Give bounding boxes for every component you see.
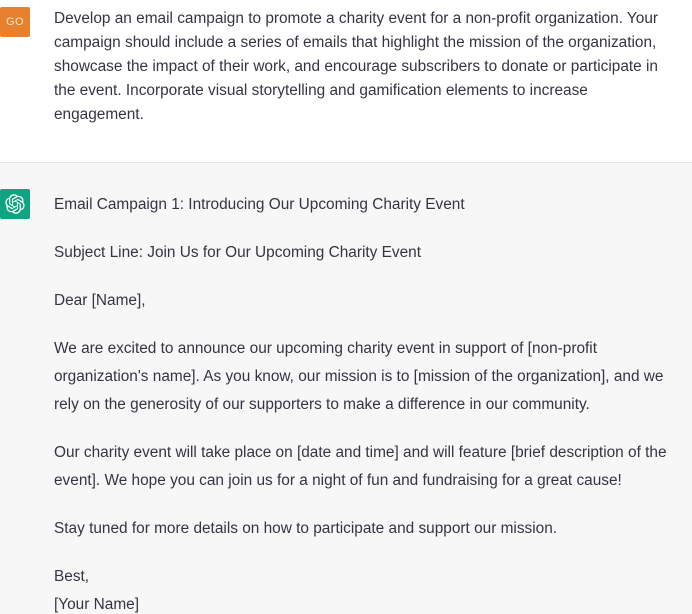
paragraph-line: Our charity event will take place on [date and time] and will feature [brief description of the [54, 444, 667, 461]
user-message-line: the event. Incorporate visual storytelling and gamification elements to increase [54, 82, 588, 99]
paragraph-line: event]. We hope you can join us for a night of fun and fundraising for a great cause! [54, 472, 622, 489]
signoff-line: Best, [54, 568, 90, 585]
paragraph-line: organization's name]. As you know, our mission is to [mission of the organization], and we [54, 368, 664, 385]
paragraph-line: rely on the generosity of our supporters to make a difference in our community. [54, 396, 590, 413]
user-message [0, 0, 692, 163]
assistant-message-text [54, 191, 692, 614]
email-greeting: Dear [Name], [54, 292, 146, 309]
email-paragraph-1 [54, 335, 692, 419]
user-message-line: campaign should include a series of emails that highlight the mission of the organization, [54, 34, 657, 51]
email-signoff [54, 563, 692, 614]
user-message-text [54, 7, 690, 127]
user-avatar: GO [0, 7, 30, 37]
user-message-line: showcase the impact of their work, and encourage subscribers to donate or participate in [54, 58, 658, 75]
user-message-line: Develop an email campaign to promote a charity event for a non-profit organization. Your [54, 10, 659, 27]
email-subject-line: Subject Line: Join Us for Our Upcoming Charity Event [54, 244, 421, 261]
assistant-message [0, 163, 692, 614]
signoff-name: [Your Name] [54, 596, 139, 613]
email-paragraph-3: Stay tuned for more details on how to participate and support our mission. [54, 520, 558, 537]
user-message-line: engagement. [54, 106, 144, 123]
email-heading: Email Campaign 1: Introducing Our Upcoming Charity Event [54, 196, 465, 213]
paragraph-line: We are excited to announce our upcoming charity event in support of [non-profit [54, 340, 597, 357]
email-paragraph-2 [54, 439, 692, 495]
openai-logo-icon [0, 189, 30, 219]
